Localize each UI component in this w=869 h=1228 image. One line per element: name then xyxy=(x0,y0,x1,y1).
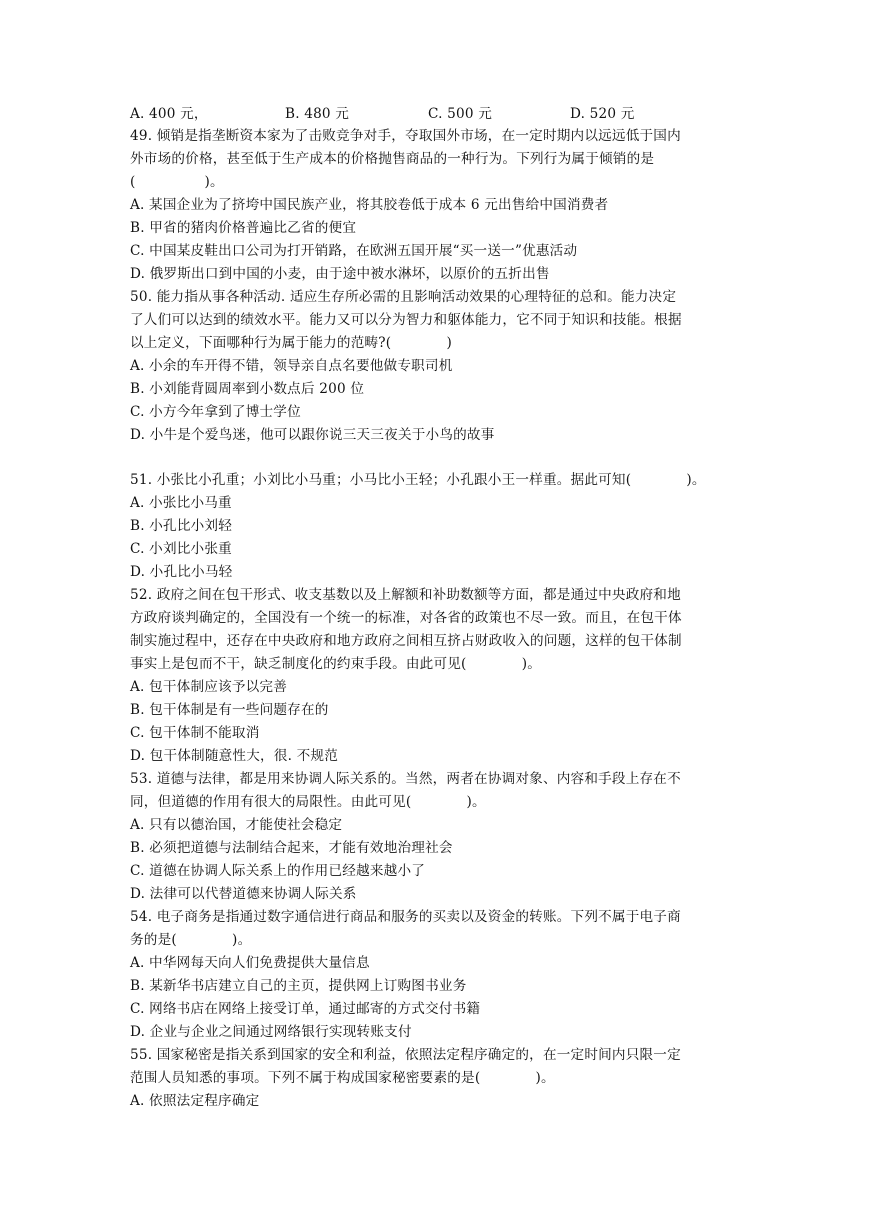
q49-stem-line-2: 外市场的价格，甚至低于生产成本的价格抛售商品的一种行为。下列行为属于倾销的是 xyxy=(130,151,655,167)
q52-option-a: A. 包干体制应该予以完善 xyxy=(130,679,287,695)
q50-option-d: D. 小牛是个爱鸟迷，他可以跟你说三天三夜关于小鸟的故事 xyxy=(130,427,495,443)
q54-stem-line-1: 54. 电子商务是指通过数字通信进行商品和服务的买卖以及资金的转账。下列不属于电子商 xyxy=(130,909,681,925)
q54-option-d: D. 企业与企业之间通过网络银行实现转账支付 xyxy=(130,1024,412,1040)
q51-option-c: C. 小刘比小张重 xyxy=(130,541,232,557)
q51-option-d: D. 小孔比小马轻 xyxy=(130,564,233,580)
q55-option-a: A. 依照法定程序确定 xyxy=(130,1093,260,1109)
q53-option-a: A. 只有以德治国，才能使社会稳定 xyxy=(130,817,343,833)
q55-stem-line-1: 55. 国家秘密是指关系到国家的安全和利益，依照法定程序确定的，在一定时间内只限一定 xyxy=(130,1047,681,1063)
q49-option-d: D. 俄罗斯出口到中国的小麦，由于途中被水淋坏，以原价的五折出售 xyxy=(130,266,550,282)
q48-options xyxy=(130,104,750,124)
q53-option-b: B. 必须把道德与法制结合起来，才能有效地治理社会 xyxy=(130,840,453,856)
q52-option-d: D. 包干体制随意性大，很. 不规范 xyxy=(130,748,339,764)
q53-stem-line-1: 53. 道德与法律，都是用来协调人际关系的。当然，两者在协调对象、内容和手段上存在不 xyxy=(130,771,681,787)
q52-option-c: C. 包干体制不能取消 xyxy=(130,725,260,741)
q54-option-a: A. 中华网每天向人们免费提供大量信息 xyxy=(130,955,370,971)
q50-stem-line-1: 50. 能力指从事各种活动. 适应生存所必需的且影响活动效果的心理特征的总和。能力决定 xyxy=(130,289,677,305)
q53-option-d: D. 法律可以代替道德来协调人际关系 xyxy=(130,886,357,902)
q50-stem-line-2: 了人们可以达到的绩效水平。能力又可以分为智力和躯体能力，它不同于知识和技能。根据 xyxy=(130,312,682,328)
q52-stem-line-3: 制实施过程中，还存在中央政府和地方政府之间相互挤占财政收入的问题，这样的包干体制 xyxy=(130,633,682,649)
q49-option-a: A. 某国企业为了挤垮中国民族产业，将其胶卷低于成本 6 元出售给中国消费者 xyxy=(130,197,609,213)
q49-option-c: C. 中国某皮鞋出口公司为打开销路，在欧洲五国开展“买一送一”优惠活动 xyxy=(130,243,578,259)
q49-stem-line-3: ( )。 xyxy=(130,174,224,190)
q48-option-d: D. 520 元 xyxy=(570,106,635,122)
q52-option-b: B. 包干体制是有一些问题存在的 xyxy=(130,702,329,718)
q50-option-c: C. 小方今年拿到了博士学位 xyxy=(130,404,301,420)
q48-option-c: C. 500 元 xyxy=(428,106,493,122)
q50-option-b: B. 小刘能背圆周率到小数点后 200 位 xyxy=(130,381,365,397)
q51-option-a: A. 小张比小马重 xyxy=(130,495,232,511)
q49-stem-line-1: 49. 倾销是指垄断资本家为了击败竞争对手，夺取国外市场，在一定时期内以远远低于国内 xyxy=(130,128,681,144)
q52-stem-line-4: 事实上是包而不干，缺乏制度化的约束手段。由此可见( )。 xyxy=(130,656,542,672)
q54-option-c: C. 网络书店在网络上接受订单，通过邮寄的方式交付书籍 xyxy=(130,1001,481,1017)
q53-option-c: C. 道德在协调人际关系上的作用已经越来越小了 xyxy=(130,863,426,879)
q51-option-b: B. 小孔比小刘轻 xyxy=(130,518,232,534)
q55-stem-line-2: 范围人员知悉的事项。下列不属于构成国家秘密要素的是( )。 xyxy=(130,1070,555,1086)
q49-option-b: B. 甲省的猪肉价格普遍比乙省的便宜 xyxy=(130,220,357,236)
q50-option-a: A. 小余的车开得不错，领导亲自点名要他做专职司机 xyxy=(130,358,453,374)
q48-option-b: B. 480 元 xyxy=(285,106,350,122)
q48-option-a: A. 400 元， xyxy=(130,106,208,122)
q52-stem-line-1: 52. 政府之间在包干形式、收支基数以及上解额和补助数额等方面，都是通过中央政府和地 xyxy=(130,587,681,603)
q53-stem-line-2: 同，但道德的作用有很大的局限性。由此可见( )。 xyxy=(130,794,486,810)
q54-stem-line-2: 务的是( )。 xyxy=(130,932,252,948)
q51-stem-line-1: 51. 小张比小孔重；小刘比小马重；小马比小王轻；小孔跟小王一样重。据此可知( )。 xyxy=(130,472,706,488)
q52-stem-line-2: 方政府谈判确定的，全国没有一个统一的标准，对各省的政策也不尽一致。而且，在包干体 xyxy=(130,610,682,626)
q54-option-b: B. 某新华书店建立自己的主页，提供网上订购图书业务 xyxy=(130,978,467,994)
q50-stem-line-3: 以上定义，下面哪种行为属于能力的范畴?( ) xyxy=(130,335,452,351)
